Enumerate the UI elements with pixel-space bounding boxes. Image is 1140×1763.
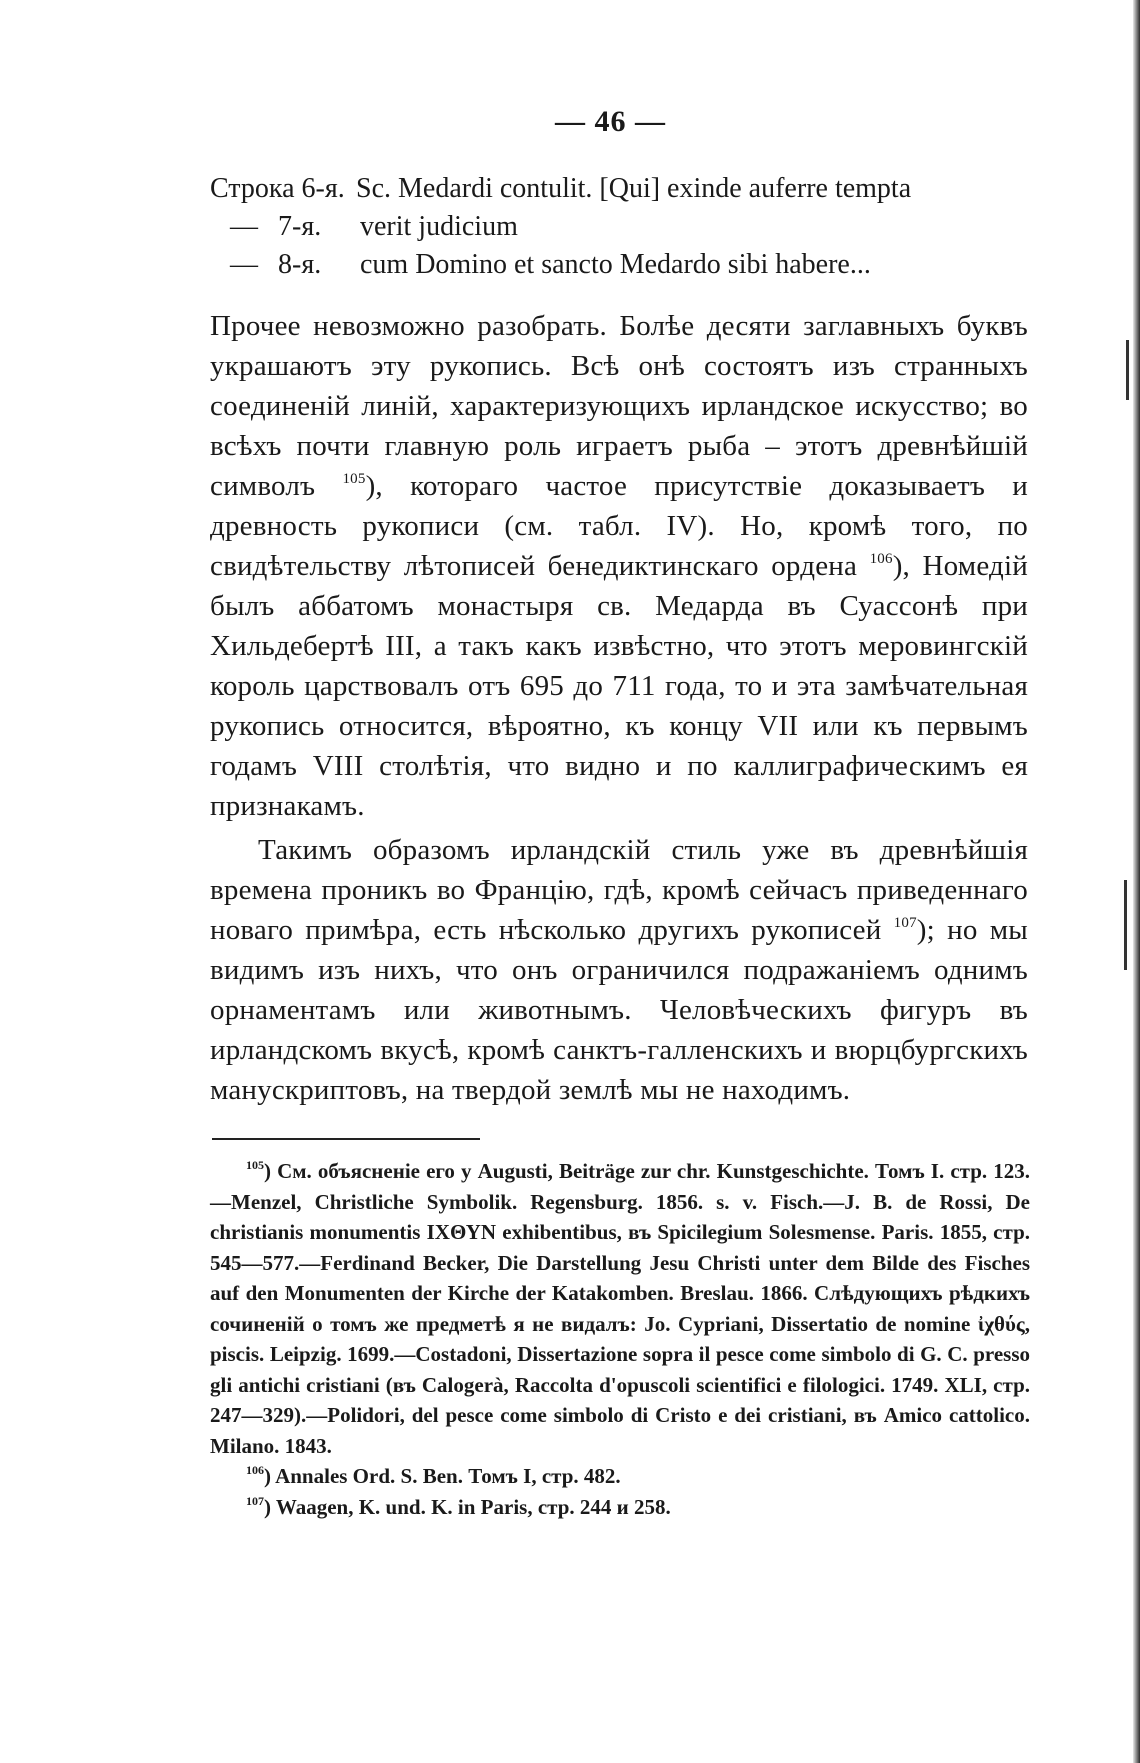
- header-line-label: Строка 6-я.: [210, 173, 345, 204]
- header-line-text: Sc. Medardi contulit. [Qui] exinde auferre tempta: [356, 173, 912, 204]
- header-line-text: verit judicium: [360, 211, 518, 242]
- footnotes: [210, 1156, 1030, 1522]
- footnote-number: 105: [246, 1158, 264, 1172]
- paragraph-text: ), котораго частое присутствіе доказываетъ и древность рукописи (см. табл. IV). Но, кромѣ того, по свидѣтельству лѣтописей бенедиктинскаго ордена: [210, 470, 1028, 582]
- footnote-number: 107: [246, 1493, 264, 1508]
- header-line: [210, 208, 1030, 246]
- header-line-text: cum Domino et sancto Medardo sibi habere...: [360, 249, 871, 280]
- header-line-dash: —: [230, 249, 258, 280]
- header-line: [210, 170, 1030, 208]
- paragraph-text: Такимъ образомъ ирландскій стиль уже въ древнѣйшія времена проникъ во Францію, гдѣ, кромѣ сейчасъ приведеннаго новаго примѣра, есть нѣсколько другихъ рукописей: [210, 834, 1028, 946]
- footnote: [210, 1461, 1030, 1492]
- footnote-ref: 105: [342, 471, 366, 487]
- paragraph-text: ); но мы видимъ изъ нихъ, что онъ ограничился подражаніемъ однимъ орнаментамъ или животнымъ. Человѣческихъ фигуръ въ ирландскомъ вкусѣ, кромѣ санктъ-галленскихъ и вюрцбургскихъ манускриптовъ, на твердой землѣ мы не находимъ.: [210, 914, 1028, 1106]
- footnote-text: ) Annales Ord. S. Ben. Томъ I, стр. 482.: [264, 1464, 621, 1488]
- footnote-ref: 107: [893, 915, 917, 931]
- header-lines: [210, 170, 1030, 284]
- header-line-label: 8-я.: [278, 249, 322, 280]
- footnote: [210, 1492, 1030, 1523]
- paragraph-text: Прочее невозможно разобрать. Болѣе десяти заглавныхъ буквъ украшаютъ эту рукопись. Всѣ онѣ состоятъ изъ странныхъ соединеній линій, характеризующихъ ирландское искусство; во всѣхъ почти главную роль играетъ рыба – этотъ древнѣйшій символъ: [210, 310, 1028, 502]
- page-edge-shadow: [1133, 0, 1140, 1763]
- paragraph: [210, 306, 1028, 826]
- header-line-label: 7-я.: [278, 211, 322, 242]
- footnote-number: 106: [246, 1463, 264, 1477]
- footnote-text: ) Waagen, K. und. K. in Paris, стр. 244 и 258.: [264, 1494, 671, 1519]
- footnote: [210, 1156, 1030, 1461]
- paragraph: [210, 830, 1028, 1110]
- main-text: [210, 306, 1028, 1110]
- footnote-text: ) См. объясненіе его у Augusti, Beiträge zur chr. Kunstgeschichte. Томъ I. стр. 123.—Menzel, Christliche Symbolik. Regensburg. 1856. s. v. Fisch.—J. B. de Rossi, De christianis monumentis ΙΧΘΥΝ exhibentibus, въ Spicilegium Solesmense. Paris. 1855, стр. 545—577.—Ferdinand Becker, Die Darstellung Jesu Christi unter dem Bilde des Fisches auf den Monumenten der Kirche der Katakomben. Breslau. 1866. Слѣдующихъ рѣдкихъ сочиненій о томъ же предметѣ я не видалъ: Jo. Cypriani, Dissertatio de nomine ἰχθύς, piscis. Leipzig. 1699.—Costadoni, Dissertazione sopra il pesce come simbolo di G. C. presso gli antichi cristiani (въ Calogerà, Raccolta d'opuscoli scientifici e filologici. 1749. XLI, стр. 247—329).—Polidori, del pesce come simbolo di Cristo e dei cristiani, въ Amico cattolico. Milano. 1843.: [210, 1159, 1030, 1458]
- header-line: [210, 246, 1030, 284]
- footnote-divider: [212, 1138, 480, 1140]
- scan-mark: [1126, 340, 1129, 400]
- page-number: — 46 —: [555, 105, 666, 138]
- paragraph-text: ), Номедій былъ аббатомъ монастыря св. Медарда въ Суассонѣ при Хильдебертѣ III, а такъ какъ извѣстно, что этотъ меровингскій король царствовалъ отъ 695 до 711 года, то и эта замѣчательная рукопись относится, вѣроятно, къ концу VII или къ первымъ годамъ VIII столѣтія, что видно и по каллиграфическимъ ея признакамъ.: [210, 550, 1028, 822]
- scan-mark: [1124, 880, 1127, 970]
- header-line-dash: —: [230, 211, 258, 242]
- footnote-ref: 106: [869, 551, 893, 567]
